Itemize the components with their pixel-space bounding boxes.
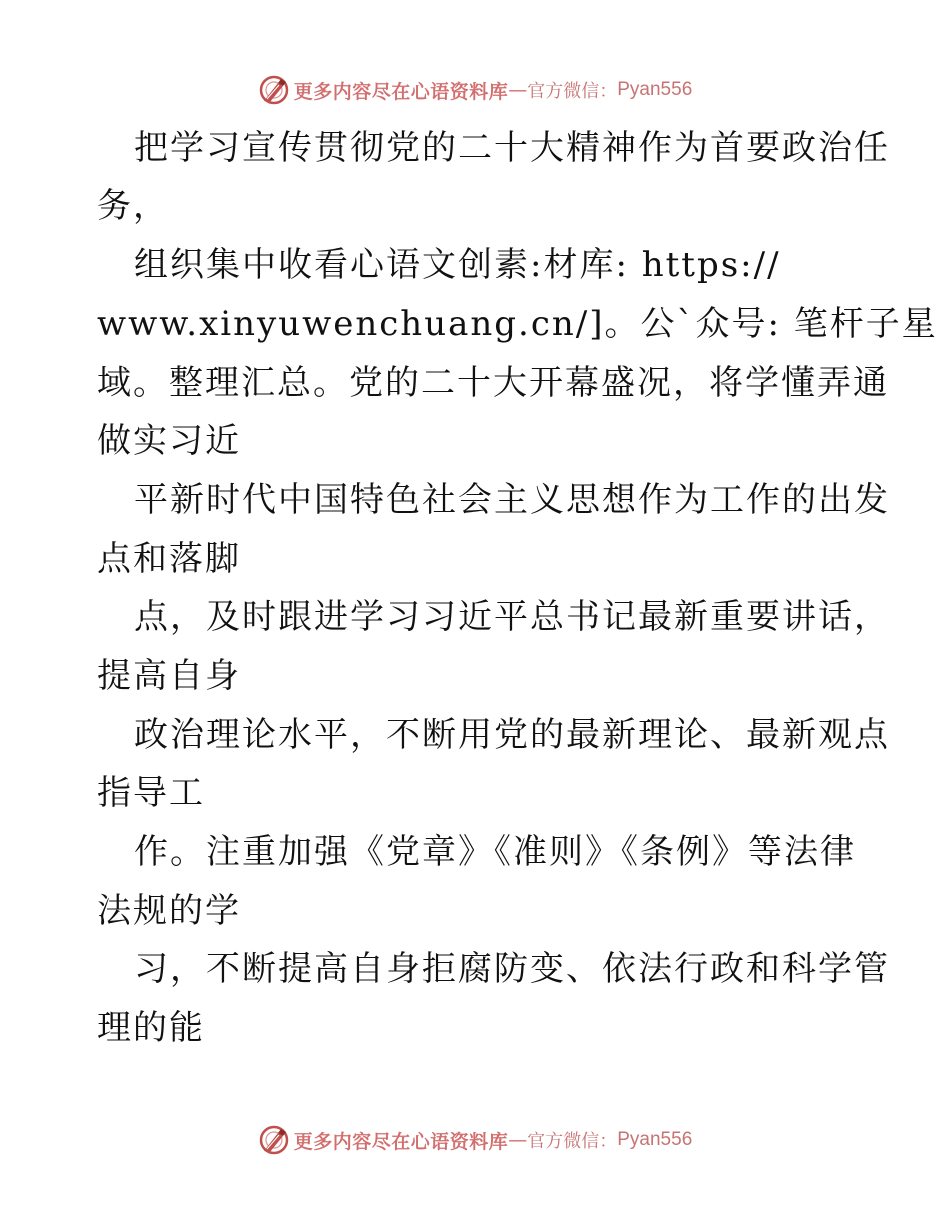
banner-separator: — xyxy=(508,79,528,101)
body-line-9: 点，及时跟进学习习近平总书记最新重要讲话， xyxy=(134,597,890,637)
body-line-1: 把学习宣传贯彻党的二十大精神作为首要政治任 xyxy=(134,128,890,168)
footer-banner xyxy=(0,1122,950,1158)
body-line-6: 做实习近 xyxy=(97,421,241,461)
body-line-5: 域。整理汇总。党的二十大开幕盛况，将学懂弄通 xyxy=(97,363,889,403)
pen-nib-logo-icon xyxy=(258,1124,290,1156)
wechat-id: Pyan556 xyxy=(617,79,693,100)
body-line-11: 政治理论水平，不断用党的最新理论、最新观点 xyxy=(134,715,890,755)
body-line-10: 提高自身 xyxy=(97,656,241,696)
wechat-label: 官方微信： xyxy=(527,1131,618,1152)
body-line-16: 理的能 xyxy=(97,1008,205,1048)
body-line-12: 指导工 xyxy=(97,773,205,813)
body-line-2: 务， xyxy=(97,186,169,226)
body-line-13: 作。注重加强《党章》《准则》《条例》等法律 xyxy=(134,832,856,872)
pen-nib-logo-icon xyxy=(258,74,290,106)
header-banner xyxy=(0,72,950,108)
body-line-3: 组织集中收看心语文创素:材库: https:// xyxy=(134,245,781,285)
wechat-label: 官方微信： xyxy=(527,81,618,102)
body-line-8: 点和落脚 xyxy=(97,539,241,579)
wechat-id: Pyan556 xyxy=(617,1129,693,1150)
banner-text: 更多内容尽在心语资料库 xyxy=(293,1130,509,1153)
body-line-14: 法规的学 xyxy=(97,891,241,931)
banner-text: 更多内容尽在心语资料库 xyxy=(293,80,509,103)
body-line-4: www.xinyuwenchuang.cn/]。公`众号: 笔杆子星 xyxy=(97,304,938,344)
body-line-15: 习，不断提高自身拒腐防变、依法行政和科学管 xyxy=(134,949,890,989)
body-line-7: 平新时代中国特色社会主义思想作为工作的出发 xyxy=(134,480,890,520)
banner-separator: — xyxy=(508,1129,528,1151)
